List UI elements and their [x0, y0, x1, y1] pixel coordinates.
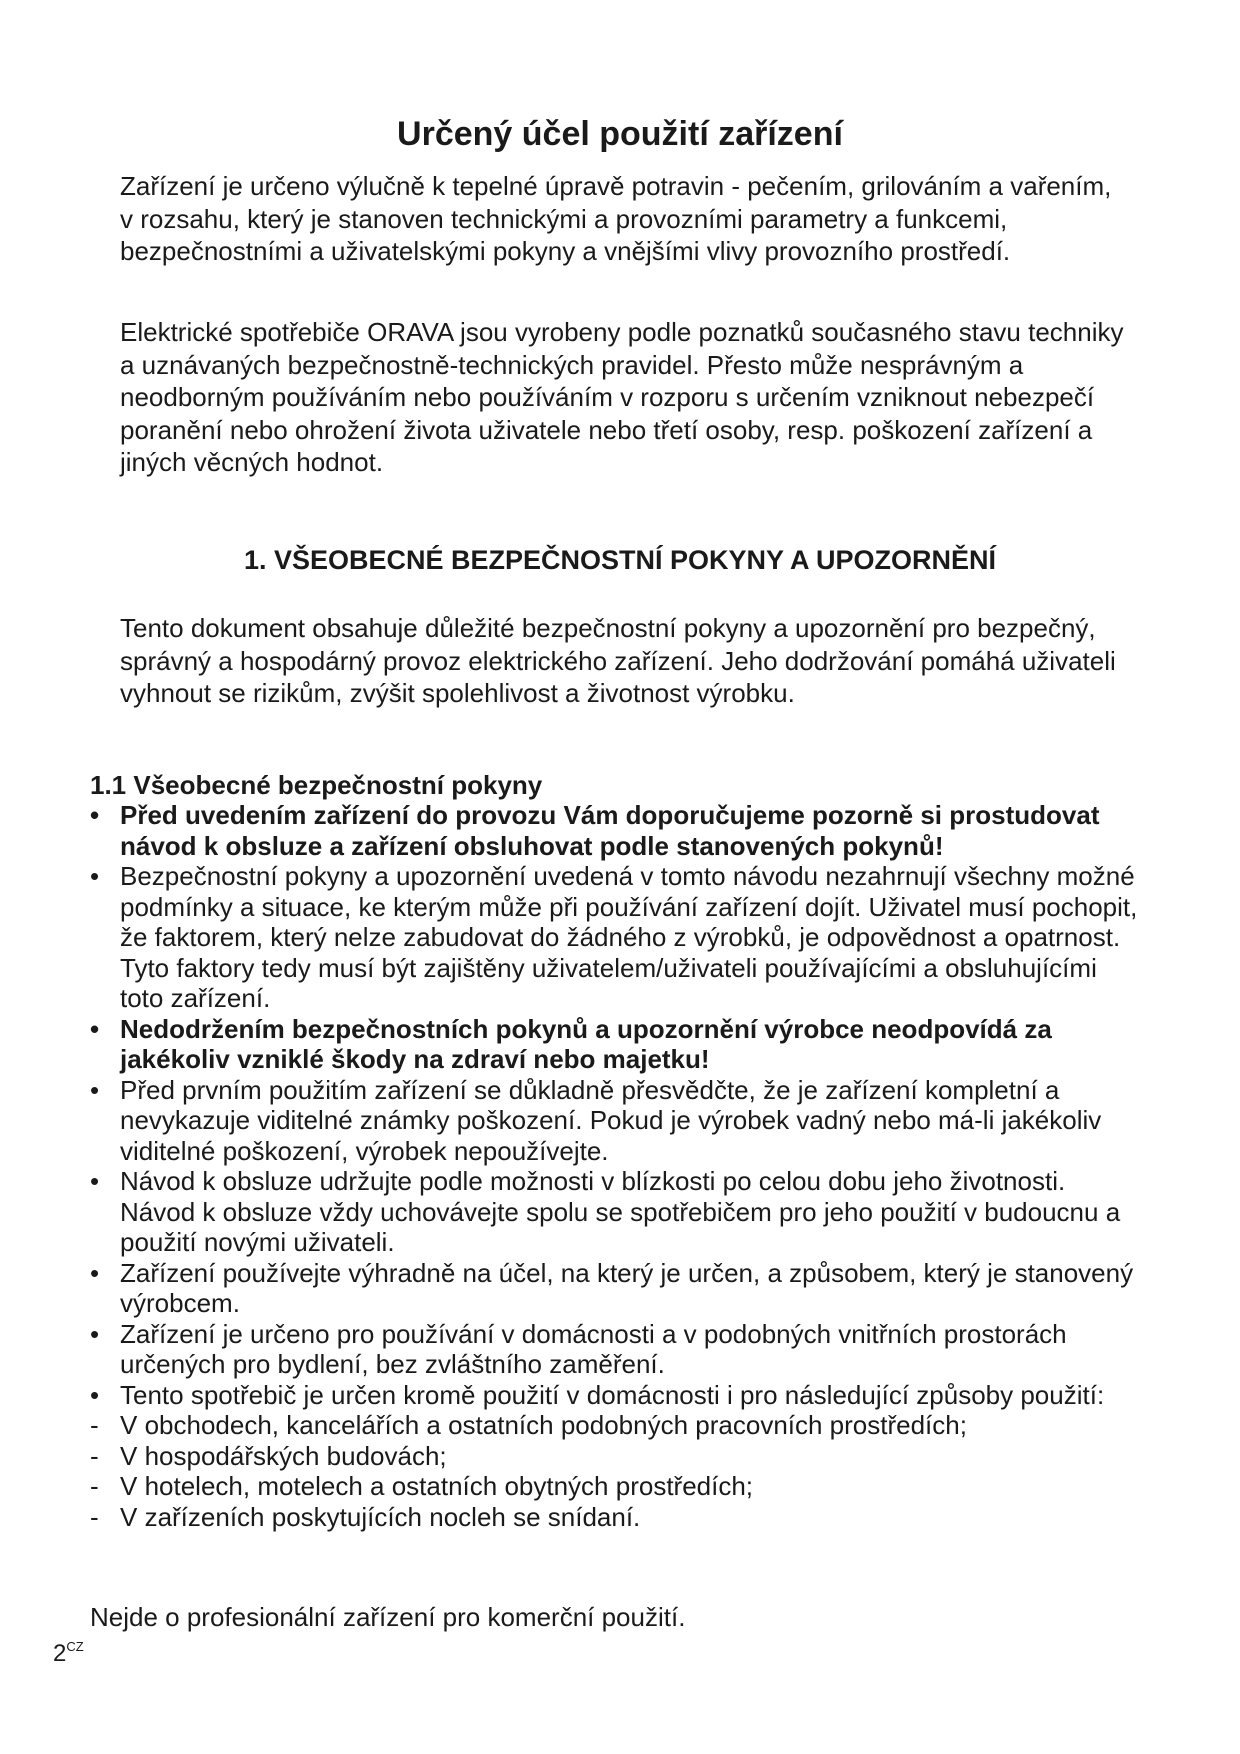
list-item-text: V hotelech, motelech a ostatních obytných prostředích; [120, 1471, 754, 1501]
list-item-text: V zařízeních poskytujících nocleh se snídaní. [120, 1501, 641, 1532]
list-item-text: Návod k obsluze udržujte podle možnosti v blízkosti po celou dobu jeho životnosti. Návod k obsluze vždy uchovávejte spolu se spotřebičem pro jeho použití v budoucnu a použití novými uživateli. [120, 1166, 1121, 1257]
closing-note: Nejde o profesionální zařízení pro komerční použití. [90, 1602, 686, 1632]
bullet-marker: • [90, 1318, 100, 1349]
list-item [90, 1319, 1140, 1380]
list-item-text: Před prvním použitím zařízení se důkladně přesvědčte, že je zařízení kompletní a nevykazuje viditelné známky poškození. Pokud je výrobek vadný nebo má-li jakékoliv viditelné poškození, výrobek nepoužívejte. [120, 1074, 1102, 1166]
list-item-text: Nedodržením bezpečnostních pokynů a upozornění výrobce neodpovídá za jakékoliv vzniklé škody na zdraví nebo majetku! [120, 1013, 1052, 1074]
list-item-dash [90, 1441, 1140, 1472]
list-item-text: Před uvedením zařízení do provozu Vám doporučujeme pozorně si prostudovat návod k obsluze a zařízení obsluhovat podle stanovených pokynů! [120, 800, 1100, 861]
list-item-text: V hospodářských budovách; [120, 1440, 447, 1471]
list-item-dash [90, 1471, 1140, 1502]
section-heading: 1. VŠEOBECNÉ BEZPEČNOSTNÍ POKYNY A UPOZORNĚNÍ [243, 545, 997, 575]
list-item-dash [90, 1410, 1140, 1441]
language-code: CZ [66, 1639, 84, 1654]
page-number [53, 1632, 84, 1669]
list-item [90, 1166, 1140, 1258]
intro-paragraph-purpose: Zařízení je určeno výlučně k tepelné úpravě potravin - pečením, grilováním a vařením, v rozsahu, který je stanoven technickými a provozními parametry a funkcemi, bezpečnostními a uživatelskými pokyny a vnějšími vlivy provozního prostředí. [120, 171, 1112, 266]
section-paragraph: Tento dokument obsahuje důležité bezpečnostní pokyny a upozornění pro bezpečný, správný a hospodárný provoz elektrického zařízení. Jeho dodržování pomáhá uživateli vyhnout se rizikům, zvýšit spolehlivost a životnost výrobku. [120, 613, 1116, 708]
list-item [90, 1075, 1140, 1167]
page-title: Určený účel použití zařízení [397, 115, 843, 153]
dash-marker: - [90, 1501, 99, 1532]
bullet-marker: • [90, 1379, 100, 1410]
list-item-text: Tento spotřebič je určen kromě použití v domácnosti i pro následující způsoby použití: [120, 1379, 1105, 1410]
safety-instructions-list [90, 800, 1140, 1532]
dash-marker: - [90, 1410, 99, 1440]
bullet-marker: • [90, 1013, 100, 1044]
subsection-heading: 1.1 Všeobecné bezpečnostní pokyny [90, 770, 543, 800]
list-item-text: V obchodech, kancelářích a ostatních podobných pracovních prostředích; [120, 1410, 967, 1440]
list-item [90, 1258, 1140, 1319]
bullet-marker: • [90, 1257, 100, 1288]
intro-paragraph-safety-notice: Elektrické spotřebiče ORAVA jsou vyrobeny podle poznatků současného stavu techniky a uznávaných bezpečnostně-technických pravidel. Přesto může nesprávným a neodborným používáním nebo používáním v rozporu s určením vzniknout nebezpečí poranění nebo ohrožení života uživatele nebo třetí osoby, resp. poškození zařízení a jiných věcných hodnot. [120, 317, 1124, 477]
list-item [90, 861, 1140, 1014]
list-item [90, 1380, 1140, 1411]
page-number-value: 2 [53, 1640, 67, 1667]
dash-marker: - [90, 1471, 99, 1501]
list-item [90, 1014, 1140, 1075]
dash-marker: - [90, 1440, 99, 1471]
list-item-text: Bezpečnostní pokyny a upozornění uvedená v tomto návodu nezahrnují všechny možné podmínky a situace, ke kterým může při používání zařízení dojít. Uživatel musí pochopit, že faktorem, který nelze zabudovat do žádného z výrobků, je odpovědnost a opatrnost. Tyto faktory tedy musí být zajištěny uživatelem/uživateli používajícími a obsluhujícími toto zařízení. [120, 861, 1138, 1013]
bullet-marker: • [90, 800, 100, 830]
bullet-marker: • [90, 861, 100, 891]
list-item [90, 800, 1140, 861]
bullet-marker: • [90, 1074, 100, 1105]
list-item-text: Zařízení je určeno pro používání v domácnosti a v podobných vnitřních prostorách určených pro bydlení, bez zvláštního zaměření. [120, 1318, 1067, 1379]
list-item-dash [90, 1502, 1140, 1533]
list-item-text: Zařízení používejte výhradně na účel, na který je určen, a způsobem, který je stanovený výrobcem. [120, 1257, 1134, 1318]
bullet-marker: • [90, 1166, 100, 1196]
